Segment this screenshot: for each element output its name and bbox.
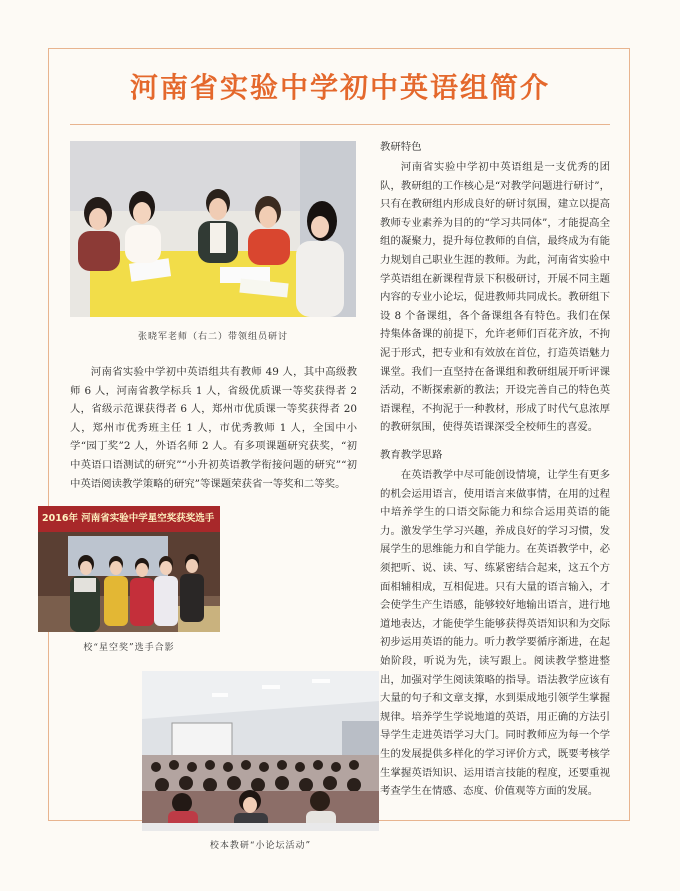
photo1-caption: 张晓军老师（右二）带领组员研讨 [137,332,288,342]
photo3-caption: 校本教研“小论坛活动” [209,841,312,851]
page-title: 河南省实验中学初中英语组简介 [129,71,550,104]
title-divider [70,124,610,125]
photo2-caption: 校“星空奖”选手合影 [83,643,175,653]
section2-body: 在英语教学中尽可能创设情境，让学生有更多的机会运用语言，使用语言来做事情，在用的过程中培养学生的口语交际能力和综合运用英语的能力。激发学生学习兴趣，养成良好的学习习惯，发展学生的思维能力和自学能力。在英语教学中，必须把听、说、读、写、练紧密结合起来，这五个方面相辅相成，互相促进。只有大量的语言输入，才会使学生产生语感，能够较好地输出语言，进行地道地表达，才能使学生能够获得英语知识和为交际初步运用英语的能力。听力教学要循序渐进，在起始阶段，听说为先，读写跟上。阅读教学整进整出，加强对学生阅读策略的指导。语法教学应该有大量的句子和文章支撑，水到渠成地引领学生掌握规律。培养学生学说地道的英语，用正确的方法引导学生走进英语学习大门。同时教师应为每一个学生的发展提供多样化的学习评价方式，既要考核学生掌握英语知识、运用语言技能的程度，还要重视考查学生在情感、态度、价值观等方面的发展。 [380,469,610,798]
section1-body: 河南省实验中学初中英语组是一支优秀的团队，教研组的工作核心是“对教学问题进行研讨”，只有在教研组内形成良好的研讨氛围，建立以提高教师专业素养为目的的“学习共同体”，才能提高全组的凝聚力，提升每位教师的自信，最终成为有能力规划自己职业生涯的教师。为此，河南省实验中学英语组在新课程背景下积极研讨，开展不同主题内容的专业小论坛，促进教师共同成长。教研组下设 8 个备课组，各个备课组各有特色。我们在保持集体备课的前提下，允许老师们百花齐放，不拘泥于形式，把专业和有效放在首位，打造英语魅力课堂。我们一直坚持在备课组和教研组展开听评课活动，不断探索新的教法；开设完善自己的特色英语课程，不拘泥于一种教材，形成了时代气息浓厚的教研氛围，使得英语课深受全校师生的喜爱。 [380,161,610,434]
photo-award-group [38,506,220,632]
section2-heading: 教育教学思路 [380,449,443,461]
photo-teachers-discussion [70,141,356,317]
photo-forum-activity [142,671,379,831]
intro-paragraph: 河南省实验中学初中英语组共有教师 49 人，其中高级教师 6 人，河南省教学标兵 1 人，省级优质课一等奖获得者 2 人，省级示范课获得者 6 人，郑州市优质课一等奖获得者 20 人，郑州市优秀班主任 1 人，市优秀教师 1 人，全国中小学“园丁奖”2 人，外语名师 2 人。有多项课题研究获奖，“初中英语口语测试的研究”“小升初英语教学衔接问题的研究”“初中英语阅读教学策略的研究”等课题荣获省一等奖和二等奖。 [70,366,357,490]
award-banner-text: 2016年 河南省实验中学星空奖获奖选手 [42,513,215,524]
section1-heading: 教研特色 [380,141,422,153]
